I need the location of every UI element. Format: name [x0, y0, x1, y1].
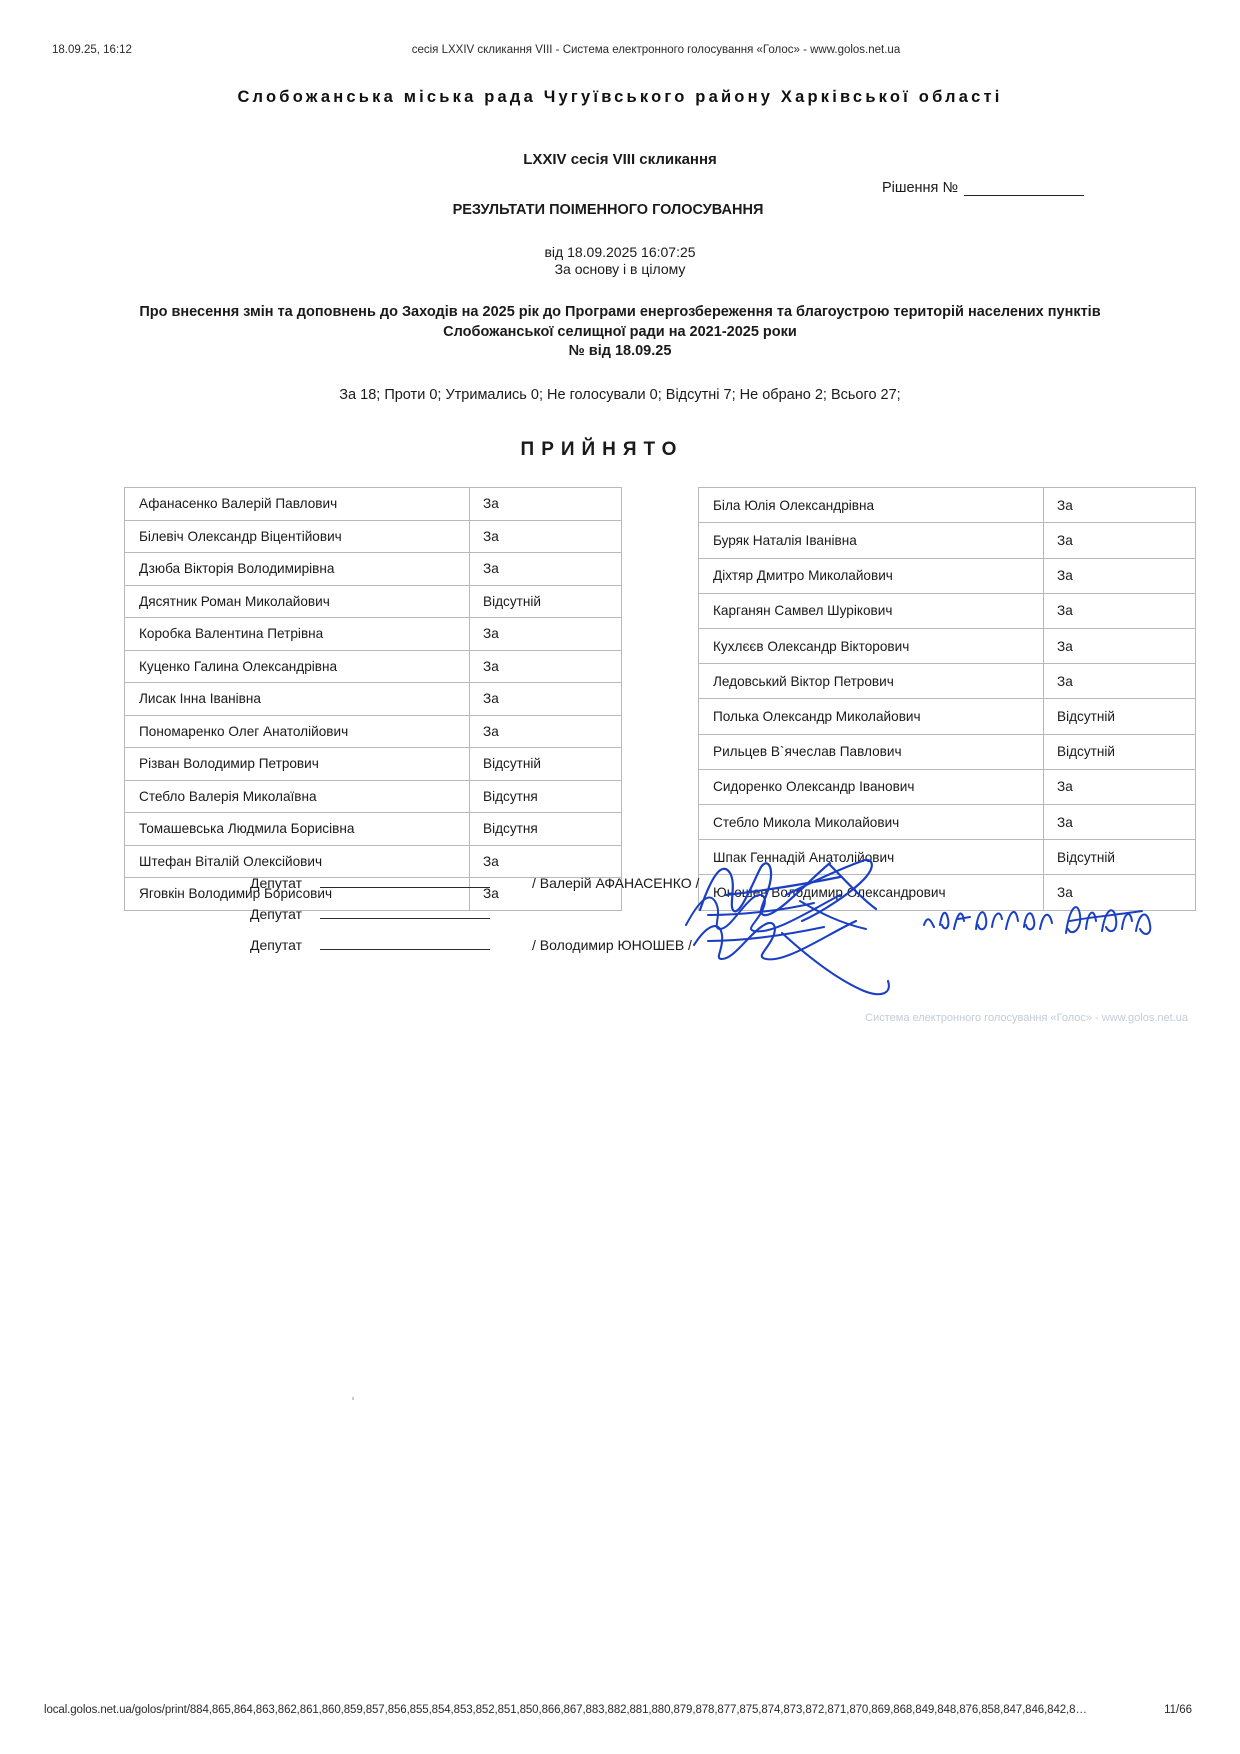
deputy-name: Полька Олександр Миколайович — [699, 699, 1044, 734]
vote-table-left — [124, 487, 622, 911]
deputy-vote: Відсутня — [470, 813, 622, 846]
deputy-vote: За — [470, 878, 622, 911]
table-row — [699, 769, 1196, 804]
deputy-name: Стебло Валерія Миколаївна — [125, 780, 470, 813]
deputy-vote: За — [470, 715, 622, 748]
table-row — [125, 520, 622, 553]
deputy-name: Пономаренко Олег Анатолійович — [125, 715, 470, 748]
deputy-name: Яговкін Володимир Борисович — [125, 878, 470, 911]
deputy-name: Діхтяр Дмитро Миколайович — [699, 558, 1044, 593]
table-row — [699, 523, 1196, 558]
decision-subject-number: № від 18.09.25 — [568, 343, 672, 360]
deputy-vote: За — [470, 520, 622, 553]
signature-line — [320, 903, 490, 919]
signature-line — [320, 934, 490, 950]
table-row — [125, 553, 622, 586]
document-body — [120, 80, 1120, 911]
signature-row — [120, 934, 1120, 965]
deputy-name: Сидоренко Олександр Іванович — [699, 769, 1044, 804]
deputy-name: Буряк Наталія Іванівна — [699, 523, 1044, 558]
print-header-timestamp: 18.09.25, 16:12 — [52, 44, 132, 56]
print-footer — [0, 1704, 1240, 1716]
deputy-name: Карганян Самвел Шурікович — [699, 593, 1044, 628]
table-row — [699, 558, 1196, 593]
table-row — [125, 683, 622, 716]
deputy-name: Лисак Інна Іванівна — [125, 683, 470, 716]
deputy-name: Різван Володимир Петрович — [125, 748, 470, 781]
deputy-vote: За — [1044, 804, 1196, 839]
deputy-vote: Відсутній — [470, 748, 622, 781]
signature-label: Депутат — [250, 875, 302, 891]
print-footer-page: 11/66 — [1164, 1704, 1192, 1716]
session-line: LXXIV сесія VIII скликання — [523, 151, 717, 168]
signature-block — [120, 872, 1120, 965]
deputy-name: Ледовський Віктор Петрович — [699, 664, 1044, 699]
deputy-vote: Відсутній — [1044, 840, 1196, 875]
scan-speck — [352, 1397, 354, 1400]
deputy-name: Афанасенко Валерій Павлович — [125, 488, 470, 521]
table-row — [125, 585, 622, 618]
table-row — [699, 840, 1196, 875]
decision-number — [120, 180, 1120, 196]
deputy-name: Шпак Геннадій Анатолійович — [699, 840, 1044, 875]
table-row — [699, 664, 1196, 699]
deputy-vote: За — [470, 845, 622, 878]
print-header-title: сесія LXXIV скликання VIII - Система електронного голосування «Голос» - www.golos.net.ua — [411, 44, 901, 56]
table-row — [125, 780, 622, 813]
voting-tables — [120, 487, 1120, 911]
results-title: РЕЗУЛЬТАТИ ПОІМЕННОГО ГОЛОСУВАННЯ — [452, 202, 764, 218]
signature-line — [320, 872, 490, 888]
deputy-name: Коробка Валентина Петрівна — [125, 618, 470, 651]
deputy-vote: Відсутній — [1044, 734, 1196, 769]
print-footer-url: local.golos.net.ua/golos/print/884,865,864,863,862,861,860,859,857,856,855,854,853,852,851,850,866,867,883,882,881,880,879,878,877,875,874,873,872,871,870,869,868,849,848,876,858,847,846,842,8… — [44, 1704, 1087, 1716]
deputy-vote: За — [1044, 628, 1196, 663]
table-row — [699, 734, 1196, 769]
signature-name: / Володимир ЮНОШЕВ / — [532, 937, 692, 953]
deputy-vote: За — [470, 488, 622, 521]
deputy-vote: За — [470, 683, 622, 716]
deputy-vote: За — [1044, 488, 1196, 523]
decision-number-blank — [964, 182, 1084, 196]
deputy-name: Дясятник Роман Миколайович — [125, 585, 470, 618]
system-watermark: Система електронного голосування «Голос» - www.golos.net.ua — [865, 1012, 1188, 1024]
deputy-name: Рильцев В`ячеслав Павлович — [699, 734, 1044, 769]
vote-tally: За 18; Проти 0; Утримались 0; Не голосували 0; Відсутні 7; Не обрано 2; Всього 27; — [339, 387, 901, 404]
table-row — [125, 650, 622, 683]
table-row — [125, 618, 622, 651]
signature-row — [120, 903, 1120, 934]
table-row — [125, 715, 622, 748]
deputy-vote: За — [470, 650, 622, 683]
table-row — [699, 488, 1196, 523]
vote-basis: За основу і в цілому — [554, 261, 686, 277]
signature-name: / Валерій АФАНАСЕНКО / — [532, 875, 700, 891]
deputy-name: Кухлєєв Олександр Вікторович — [699, 628, 1044, 663]
deputy-vote: Відсутня — [470, 780, 622, 813]
deputy-vote: За — [1044, 769, 1196, 804]
deputy-vote: Відсутній — [470, 585, 622, 618]
table-row — [125, 748, 622, 781]
deputy-name: Куценко Галина Олександрівна — [125, 650, 470, 683]
vote-verdict: ПРИЙНЯТО — [520, 439, 684, 461]
deputy-name: Юношев Володимир Олександрович — [699, 875, 1044, 910]
signature-label: Депутат — [250, 906, 302, 922]
deputy-name: Дзюба Вікторія Володимирівна — [125, 553, 470, 586]
vote-datetime: від 18.09.2025 16:07:25 — [544, 244, 696, 260]
table-row — [125, 813, 622, 846]
table-row — [699, 699, 1196, 734]
decision-number-label: Рішення № — [881, 180, 958, 196]
table-row — [699, 628, 1196, 663]
vote-table-right — [698, 487, 1196, 911]
deputy-vote: За — [1044, 523, 1196, 558]
deputy-vote: За — [1044, 664, 1196, 699]
table-row — [699, 593, 1196, 628]
deputy-vote: За — [470, 553, 622, 586]
print-header — [0, 44, 1240, 56]
signature-label: Депутат — [250, 937, 302, 953]
deputy-vote: За — [1044, 875, 1196, 910]
deputy-name: Стебло Микола Миколайович — [699, 804, 1044, 839]
deputy-vote: Відсутній — [1044, 699, 1196, 734]
deputy-name: Біла Юлія Олександрівна — [699, 488, 1044, 523]
deputy-name: Штефан Віталій Олексійович — [125, 845, 470, 878]
signature-row — [120, 872, 1120, 903]
table-row — [699, 804, 1196, 839]
decision-subject: Про внесення змін та доповнень до Заходів на 2025 рік до Програми енергозбереження та благоустрою територій населених пунктів Слобожанської селищної ради на 2021-2025 роки — [139, 304, 1101, 340]
table-row — [125, 488, 622, 521]
council-title: Слобожанська міська рада Чугуївського району Харківської області — [237, 88, 1003, 106]
deputy-name: Білевіч Олександр Віцентійович — [125, 520, 470, 553]
deputy-vote: За — [1044, 593, 1196, 628]
deputy-vote: За — [470, 618, 622, 651]
deputy-name: Томашевська Людмила Борисівна — [125, 813, 470, 846]
deputy-vote: За — [1044, 558, 1196, 593]
